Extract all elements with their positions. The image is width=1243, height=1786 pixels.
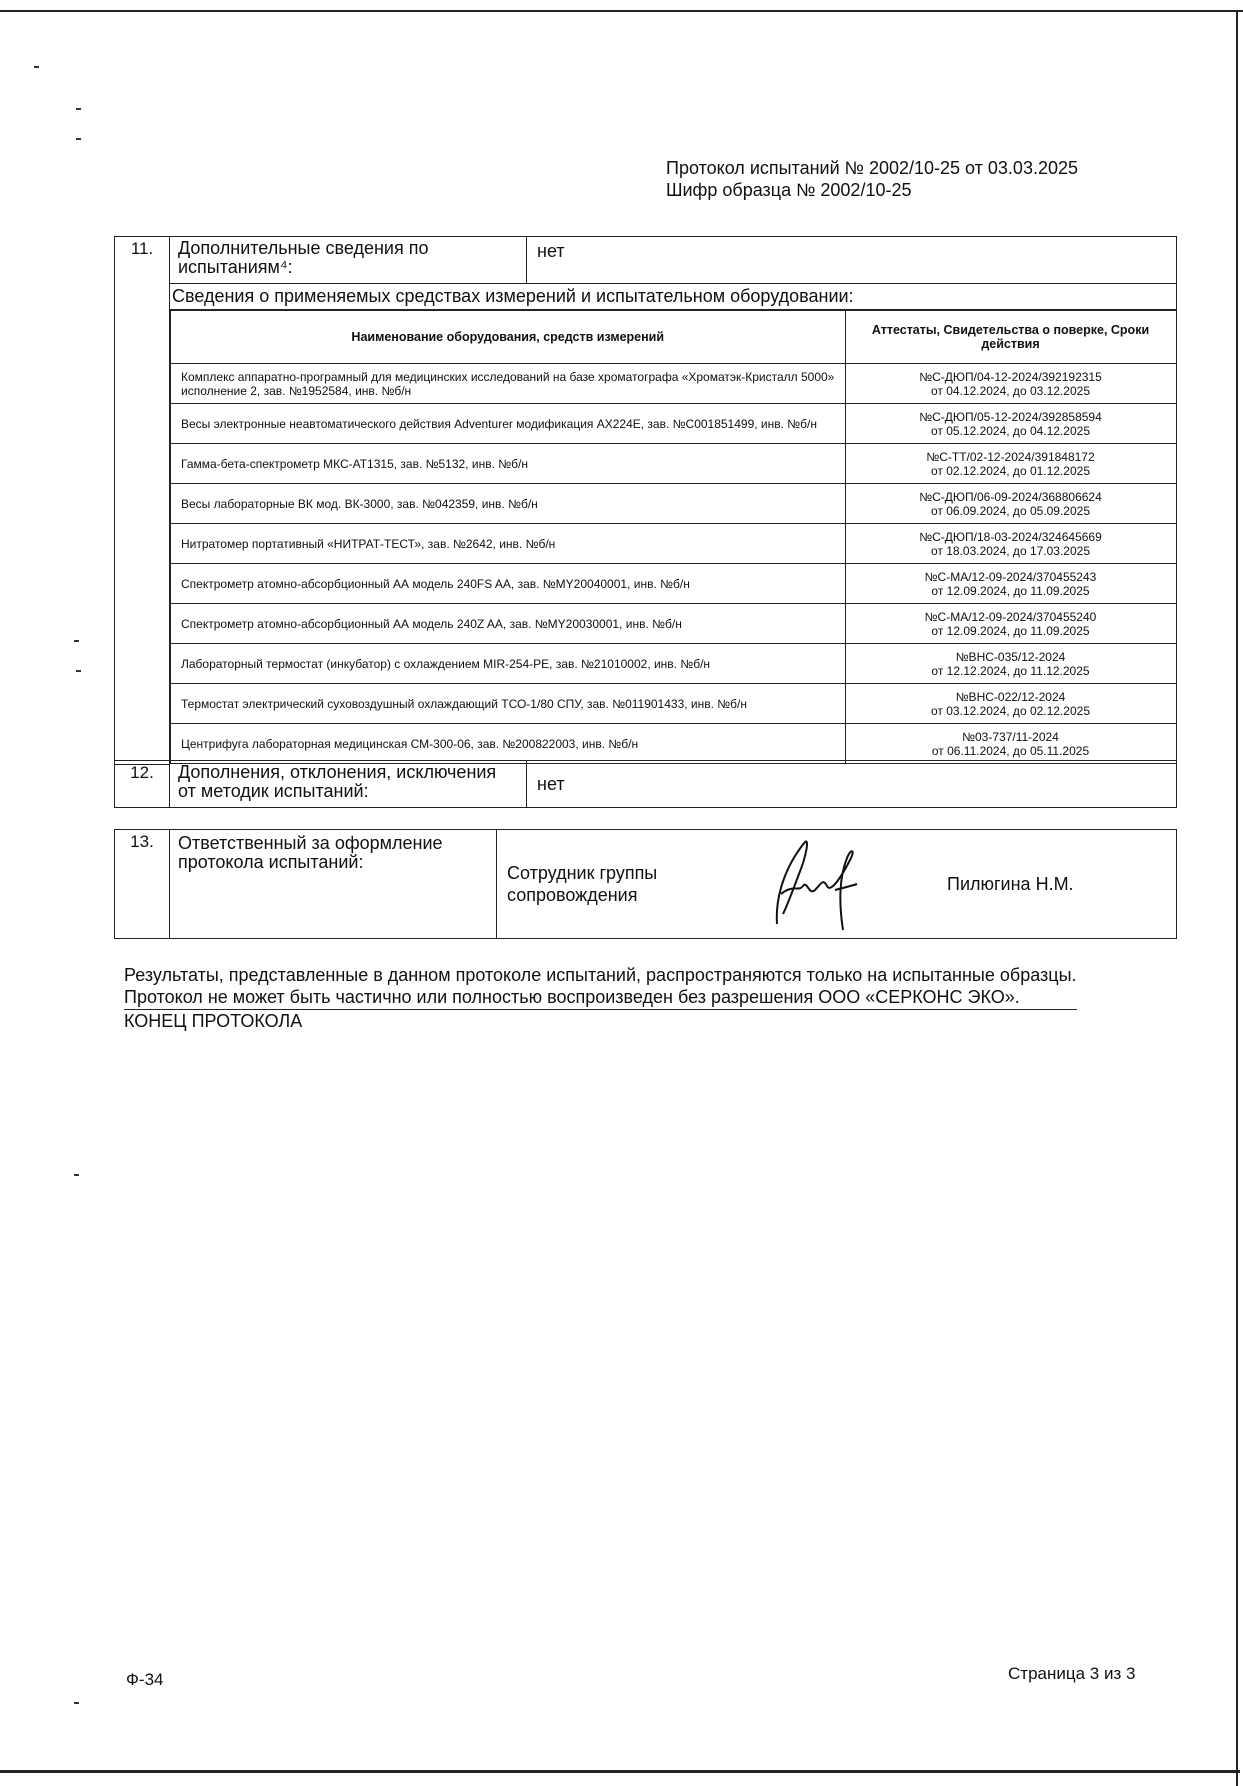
footer-line-1: Результаты, представленные в данном протоколе испытаний, распространяются только на испытанные образцы. [124,965,1077,985]
section-11-value: нет [527,237,1177,284]
scan-speck [74,1702,79,1704]
cert-validity: от 02.12.2024, до 01.12.2025 [930,463,1091,478]
equipment-cert [845,364,1176,404]
section-12-value: нет [527,761,1177,808]
equipment-row [171,444,1177,484]
cert-validity: от 18.03.2024, до 17.03.2025 [930,543,1091,558]
equipment-row [171,364,1177,404]
signature-image [747,834,877,934]
cert-number: №ВНС-035/12-2024 [955,649,1066,664]
equipment-name: Нитратомер портативный «НИТРАТ-ТЕСТ», зав. №2642, инв. №б/н [171,524,846,564]
equipment-name: Термостат электрический суховоздушный охлаждающий ТСО-1/80 СПУ, зав. №011901433, инв. №б/н [171,684,846,724]
equipment-cert [845,644,1176,684]
cert-number: №С-ТТ/02-12-2024/391848172 [926,449,1095,464]
scan-speck [76,670,81,672]
equipment-name: Весы лабораторные ВК мод. ВК-3000, зав. №042359, инв. №б/н [171,484,846,524]
equipment-row [171,484,1177,524]
cert-number: №С-МА/12-09-2024/370455240 [924,609,1097,624]
equipment-table-cell [170,310,1177,765]
cert-validity: от 12.09.2024, до 11.09.2025 [931,583,1090,598]
equipment-cert [845,404,1176,444]
section-12-number: 12. [115,761,170,808]
equipment-name: Весы электронные неавтоматического действия Adventurer модификация AX224E, зав. №C001851499, инв. №б/н [171,404,846,444]
page-border-right [1236,10,1238,1786]
cert-validity: от 05.12.2024, до 04.12.2025 [930,423,1091,438]
equipment-cert [845,444,1176,484]
equipment-row [171,524,1177,564]
protocol-header [666,157,1078,201]
form-code: Ф-34 [126,1670,164,1689]
cert-number: №С-МА/12-09-2024/370455243 [924,569,1097,584]
sample-code-line: Шифр образца № 2002/10-25 [666,180,912,200]
equipment-name-header: Наименование оборудования, средств измерений [171,311,846,364]
equipment-row [171,604,1177,644]
equipment-cert [845,564,1176,604]
equipment-row [171,564,1177,604]
equipment-cert [845,684,1176,724]
equipment-name: Спектрометр атомно-абсорбционный АА модель 240FS AA, зав. №MY20040001, инв. №б/н [171,564,846,604]
equipment-name: Комплекс аппаратно-програмный для медицинских исследований на базе хроматографа «Хроматэк-Кристалл 5000» исполнение 2, зав. №1952584, инв. №б/н [171,364,846,404]
cert-validity: от 06.09.2024, до 05.09.2025 [930,503,1091,518]
section-12-label: Дополнения, отклонения, исключения от методик испытаний: [170,761,527,808]
cert-validity: от 06.11.2024, до 05.11.2025 [931,743,1090,758]
cert-number: №С-ДЮП/06-09-2024/368806624 [919,489,1102,504]
cert-number: №03-737/11-2024 [962,729,1059,744]
footer-notice [124,964,1077,1032]
responsible-cell [497,830,1177,939]
end-of-protocol: КОНЕЦ ПРОТОКОЛА [124,1011,303,1031]
equipment-cert [845,604,1176,644]
scan-speck [74,1174,79,1176]
page-border-bottom [0,1770,1240,1773]
equipment-row [171,644,1177,684]
responsible-position: Сотрудник группы сопровождения [507,863,658,905]
equipment-row [171,684,1177,724]
equipment-caption: Сведения о применяемых средствах измерений и испытательном оборудовании: [170,284,1177,310]
section-11-label: Дополнительные сведения по испытаниям⁴: [170,237,527,284]
section-12-table [114,760,1177,808]
equipment-cert [845,724,1176,764]
equipment-name: Спектрометр атомно-абсорбционный АА модель 240Z AA, зав. №MY20030001, инв. №б/н [171,604,846,644]
cert-validity: от 12.09.2024, до 11.09.2025 [931,623,1090,638]
cert-number: №С-ДЮП/04-12-2024/392192315 [919,369,1102,384]
equipment-name: Лабораторный термостат (инкубатор) с охлаждением MIR-254-PE, зав. №21010002, инв. №б/н [171,644,846,684]
equipment-cert [845,524,1176,564]
equipment-cert-header: Аттестаты, Свидетельства о поверке, Сроки действия [845,311,1176,364]
cert-validity: от 03.12.2024, до 02.12.2025 [930,703,1091,718]
cert-validity: от 04.12.2024, до 03.12.2025 [930,383,1091,398]
responsible-person: Пилюгина Н.М. [947,874,1074,894]
equipment-name: Гамма-бета-спектрометр МКС-АТ1315, зав. №5132, инв. №б/н [171,444,846,484]
scan-speck [76,108,81,110]
page-number: Страница 3 из 3 [1008,1664,1136,1683]
cert-number: №ВНС-022/12-2024 [955,689,1066,704]
section-13-number: 13. [115,830,170,939]
equipment-table [170,310,1177,764]
section-11-number: 11. [115,237,170,765]
cert-validity: от 12.12.2024, до 11.12.2025 [931,663,1090,678]
section-13-label: Ответственный за оформление протокола испытаний: [170,830,497,939]
cert-number: №С-ДЮП/18-03-2024/324645669 [919,529,1102,544]
equipment-name: Центрифуга лабораторная медицинская СМ-300-06, зав. №200822003, инв. №б/н [171,724,846,764]
section-13-table [114,829,1177,939]
equipment-row [171,404,1177,444]
scan-speck [34,66,39,68]
equipment-row [171,724,1177,764]
page-border-top [0,10,1243,12]
section-11-table [114,236,1177,765]
equipment-table-header [171,311,1177,364]
scan-speck [76,138,81,140]
footer-line-2: Протокол не может быть частично или полностью воспроизведен без разрешения ООО «СЕРКОНС ЭКО». [124,986,1077,1010]
scan-speck [74,640,79,642]
protocol-number-line: Протокол испытаний № 2002/10-25 от 03.03.2025 [666,158,1078,178]
equipment-cert [845,484,1176,524]
cert-number: №С-ДЮП/05-12-2024/392858594 [919,409,1102,424]
